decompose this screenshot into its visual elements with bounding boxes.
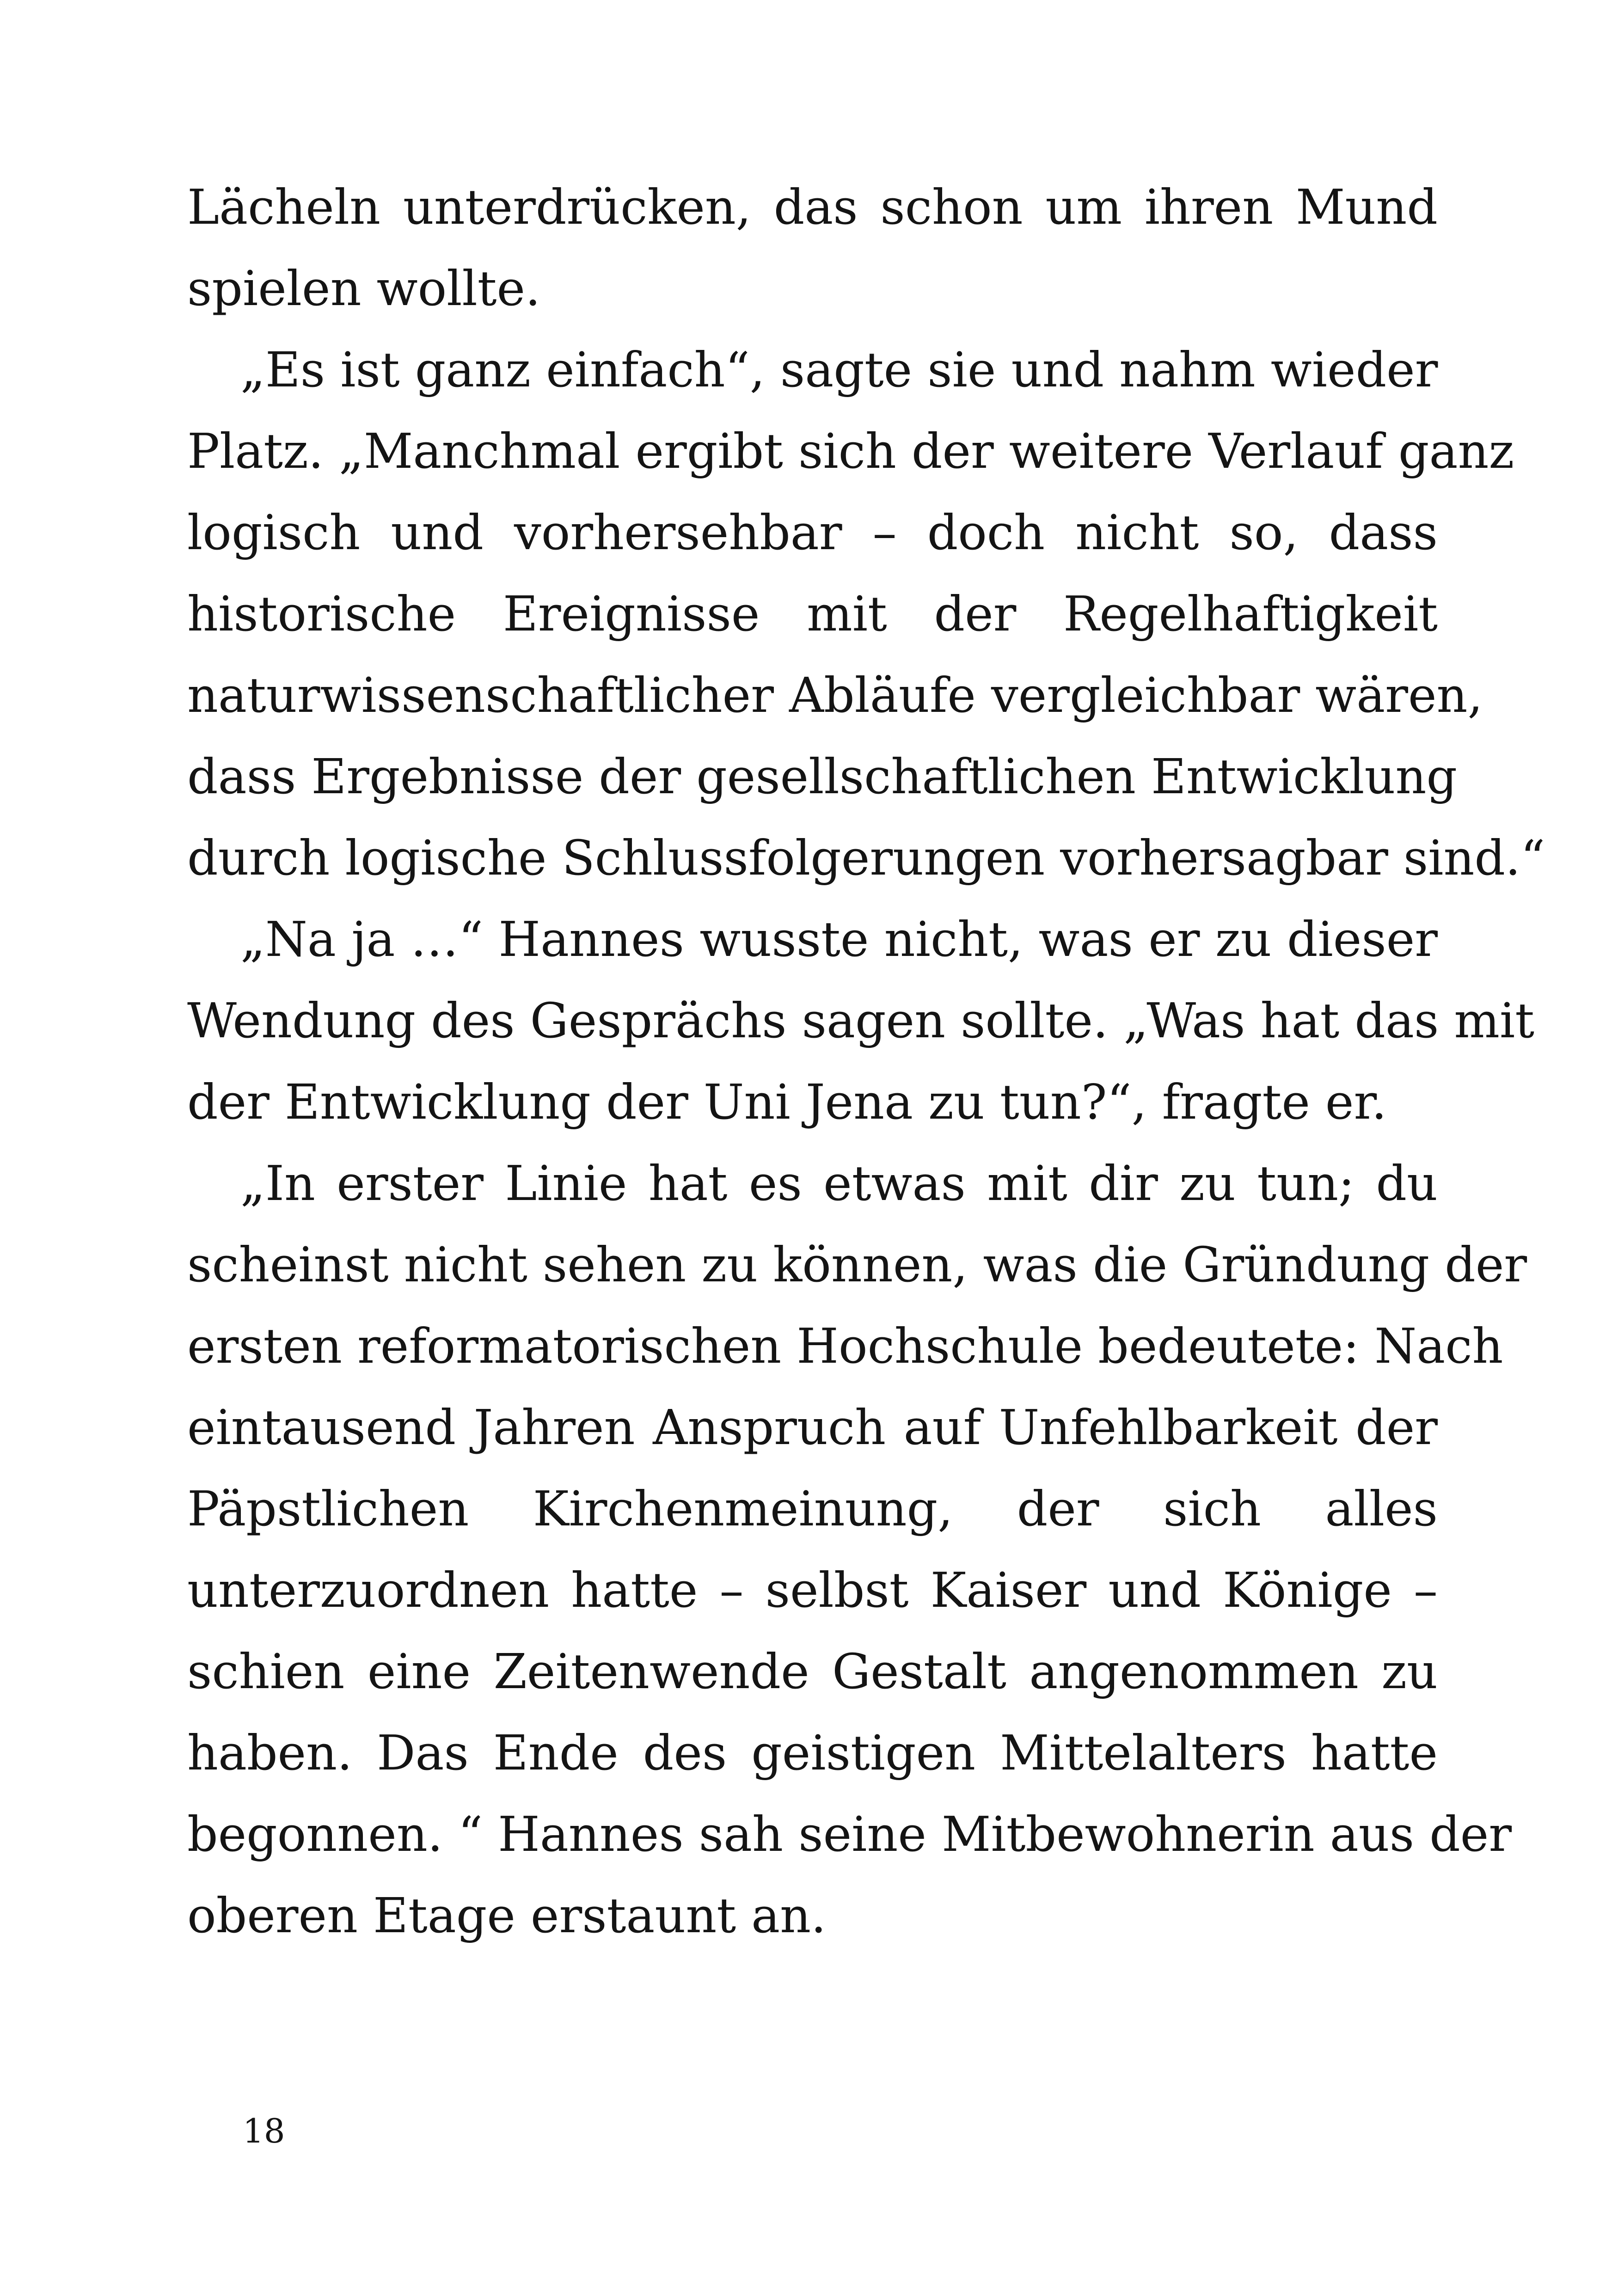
text-line: spielen wollte. <box>187 260 541 317</box>
text-line: naturwissenschaftlicher Abläufe vergleichbar wären, <box>187 667 1483 723</box>
text-line: begonnen. “ Hannes sah seine Mitbewohnerin aus der <box>187 1806 1512 1862</box>
text-line: eintausend Jahren Anspruch auf Unfehlbarkeit der <box>187 1399 1438 1456</box>
text-line: historische Ereignisse mit der Regelhaftigkeit <box>187 586 1438 642</box>
text-line: haben. Das Ende des geistigen Mittelalters hatte <box>187 1725 1438 1781</box>
text-line: unterzuordnen hatte – selbst Kaiser und Könige – <box>187 1562 1438 1618</box>
text-line: ersten reformatorischen Hochschule bedeutete: Nach <box>187 1318 1503 1374</box>
text-line: logisch und vorhersehbar – doch nicht so, dass <box>187 504 1438 561</box>
text-line: Platz. „Manchmal ergibt sich der weitere Verlauf ganz <box>187 423 1514 479</box>
text-line: Päpstlichen Kirchenmeinung, der sich alles <box>187 1481 1438 1537</box>
text-line: „Na ja …“ Hannes wusste nicht, was er zu dieser <box>240 911 1438 967</box>
text-line: „In erster Linie hat es etwas mit dir zu tun; du <box>240 1155 1438 1212</box>
text-line: scheinst nicht sehen zu können, was die Gründung der <box>187 1237 1527 1293</box>
text-line: der Entwicklung der Uni Jena zu tun?“, fragte er. <box>187 1074 1387 1130</box>
text-line: dass Ergebnisse der gesellschaftlichen Entwicklung <box>187 748 1458 805</box>
text-line: durch logische Schlussfolgerungen vorhersagbar sind.“ <box>187 830 1545 886</box>
text-line: Wendung des Gesprächs sagen sollte. „Was hat das mit <box>187 992 1535 1049</box>
text-line: Lächeln unterdrücken, das schon um ihren Mund <box>187 179 1438 235</box>
text-line: schien eine Zeitenwende Gestalt angenommen zu <box>187 1643 1438 1700</box>
text-line: „Es ist ganz einfach“, sagte sie und nahm wieder <box>240 342 1438 398</box>
page-number: 18 <box>243 2112 285 2150</box>
text-line: oberen Etage erstaunt an. <box>187 1887 827 1944</box>
